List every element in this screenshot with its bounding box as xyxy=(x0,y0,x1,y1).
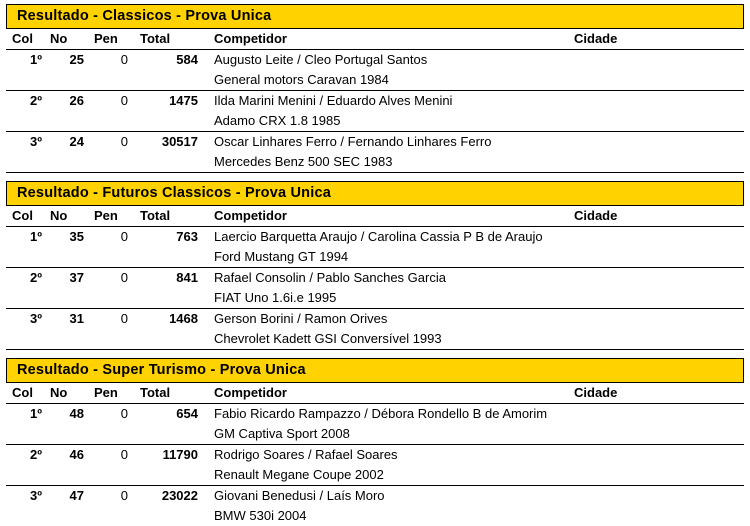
cell-competitor: Ilda Marini Menini / Eduardo Alves Menini xyxy=(208,91,574,112)
column-header-no: No xyxy=(48,206,92,227)
cell-number: 25 xyxy=(48,50,92,71)
cell-empty xyxy=(6,152,48,173)
cell-competitor: Oscar Linhares Ferro / Fernando Linhares Ferro xyxy=(208,132,574,153)
cell-empty xyxy=(92,329,136,350)
cell-position: 3º xyxy=(6,309,48,330)
column-header-total: Total xyxy=(136,29,208,50)
results-table xyxy=(6,206,744,350)
cell-empty xyxy=(574,424,744,445)
cell-competitor: Gerson Borini / Ramon Orives xyxy=(208,309,574,330)
cell-empty xyxy=(92,465,136,486)
section-title: Resultado - Classicos - Prova Unica xyxy=(6,4,744,29)
cell-total: 841 xyxy=(136,268,208,289)
cell-car: Chevrolet Kadett GSI Conversível 1993 xyxy=(208,329,574,350)
column-header-cidade: Cidade xyxy=(574,383,744,404)
cell-empty xyxy=(574,329,744,350)
cell-penalty: 0 xyxy=(92,486,136,507)
cell-city xyxy=(574,227,744,248)
cell-empty xyxy=(92,288,136,309)
cell-empty xyxy=(92,506,136,526)
header-row xyxy=(6,383,744,404)
table-row xyxy=(6,309,744,330)
cell-empty xyxy=(6,70,48,91)
table-row-car xyxy=(6,152,744,173)
table-header xyxy=(6,29,744,50)
cell-empty xyxy=(136,288,208,309)
cell-empty xyxy=(136,424,208,445)
cell-city xyxy=(574,91,744,112)
cell-total: 654 xyxy=(136,404,208,425)
cell-penalty: 0 xyxy=(92,404,136,425)
cell-penalty: 0 xyxy=(92,50,136,71)
cell-empty xyxy=(136,111,208,132)
cell-empty xyxy=(48,152,92,173)
column-header-competidor: Competidor xyxy=(208,206,574,227)
cell-city xyxy=(574,486,744,507)
column-header-competidor: Competidor xyxy=(208,29,574,50)
cell-empty xyxy=(574,111,744,132)
cell-car: FIAT Uno 1.6i.e 1995 xyxy=(208,288,574,309)
cell-penalty: 0 xyxy=(92,91,136,112)
cell-car: Renault Megane Coupe 2002 xyxy=(208,465,574,486)
cell-total: 584 xyxy=(136,50,208,71)
cell-empty xyxy=(136,70,208,91)
cell-car: Mercedes Benz 500 SEC 1983 xyxy=(208,152,574,173)
cell-total: 1468 xyxy=(136,309,208,330)
table-row xyxy=(6,91,744,112)
cell-penalty: 0 xyxy=(92,132,136,153)
cell-competitor: Augusto Leite / Cleo Portugal Santos xyxy=(208,50,574,71)
cell-total: 11790 xyxy=(136,445,208,466)
cell-city xyxy=(574,309,744,330)
table-row xyxy=(6,227,744,248)
column-header-col: Col xyxy=(6,383,48,404)
cell-empty xyxy=(48,247,92,268)
cell-competitor: Giovani Benedusi / Laís Moro xyxy=(208,486,574,507)
cell-empty xyxy=(48,465,92,486)
cell-number: 46 xyxy=(48,445,92,466)
cell-empty xyxy=(48,288,92,309)
table-row-car xyxy=(6,288,744,309)
table-row-car xyxy=(6,70,744,91)
table-row-car xyxy=(6,465,744,486)
column-header-col: Col xyxy=(6,29,48,50)
cell-empty xyxy=(6,111,48,132)
column-header-cidade: Cidade xyxy=(574,29,744,50)
cell-car: General motors Caravan 1984 xyxy=(208,70,574,91)
cell-empty xyxy=(92,152,136,173)
cell-empty xyxy=(92,424,136,445)
column-header-pen: Pen xyxy=(92,206,136,227)
cell-car: GM Captiva Sport 2008 xyxy=(208,424,574,445)
cell-city xyxy=(574,404,744,425)
cell-position: 3º xyxy=(6,486,48,507)
column-header-cidade: Cidade xyxy=(574,206,744,227)
cell-total: 1475 xyxy=(136,91,208,112)
results-table xyxy=(6,29,744,173)
cell-competitor: Rodrigo Soares / Rafael Soares xyxy=(208,445,574,466)
cell-number: 48 xyxy=(48,404,92,425)
cell-number: 26 xyxy=(48,91,92,112)
table-row xyxy=(6,50,744,71)
result-section xyxy=(6,4,744,173)
cell-position: 2º xyxy=(6,445,48,466)
cell-total: 23022 xyxy=(136,486,208,507)
cell-penalty: 0 xyxy=(92,445,136,466)
cell-car: Ford Mustang GT 1994 xyxy=(208,247,574,268)
cell-empty xyxy=(48,506,92,526)
cell-position: 1º xyxy=(6,404,48,425)
cell-empty xyxy=(6,465,48,486)
column-header-total: Total xyxy=(136,383,208,404)
cell-position: 3º xyxy=(6,132,48,153)
cell-empty xyxy=(92,70,136,91)
cell-empty xyxy=(136,247,208,268)
table-body xyxy=(6,404,744,526)
cell-empty xyxy=(6,424,48,445)
cell-car: BMW 530i 2004 xyxy=(208,506,574,526)
result-section xyxy=(6,358,744,526)
cell-empty xyxy=(574,465,744,486)
column-header-competidor: Competidor xyxy=(208,383,574,404)
cell-position: 2º xyxy=(6,268,48,289)
cell-empty xyxy=(6,247,48,268)
column-header-total: Total xyxy=(136,206,208,227)
cell-city xyxy=(574,268,744,289)
cell-empty xyxy=(574,70,744,91)
cell-total: 30517 xyxy=(136,132,208,153)
cell-position: 1º xyxy=(6,50,48,71)
cell-empty xyxy=(136,506,208,526)
table-header xyxy=(6,383,744,404)
section-title: Resultado - Super Turismo - Prova Unica xyxy=(6,358,744,383)
column-header-col: Col xyxy=(6,206,48,227)
table-row-car xyxy=(6,506,744,526)
cell-penalty: 0 xyxy=(92,309,136,330)
cell-penalty: 0 xyxy=(92,268,136,289)
column-header-pen: Pen xyxy=(92,29,136,50)
cell-city xyxy=(574,50,744,71)
cell-number: 24 xyxy=(48,132,92,153)
cell-empty xyxy=(92,247,136,268)
table-row-car xyxy=(6,247,744,268)
cell-empty xyxy=(136,465,208,486)
cell-empty xyxy=(6,506,48,526)
cell-number: 35 xyxy=(48,227,92,248)
cell-empty xyxy=(48,329,92,350)
cell-position: 2º xyxy=(6,91,48,112)
table-row xyxy=(6,268,744,289)
column-header-no: No xyxy=(48,29,92,50)
cell-position: 1º xyxy=(6,227,48,248)
cell-empty xyxy=(6,329,48,350)
cell-empty xyxy=(136,152,208,173)
column-header-pen: Pen xyxy=(92,383,136,404)
section-title: Resultado - Futuros Classicos - Prova Unica xyxy=(6,181,744,206)
cell-city xyxy=(574,445,744,466)
header-row xyxy=(6,206,744,227)
result-section xyxy=(6,181,744,350)
table-row-car xyxy=(6,424,744,445)
cell-number: 31 xyxy=(48,309,92,330)
cell-empty xyxy=(6,288,48,309)
header-row xyxy=(6,29,744,50)
cell-total: 763 xyxy=(136,227,208,248)
cell-empty xyxy=(574,506,744,526)
cell-empty xyxy=(574,152,744,173)
cell-empty xyxy=(48,70,92,91)
table-row-car xyxy=(6,111,744,132)
table-row xyxy=(6,486,744,507)
cell-number: 47 xyxy=(48,486,92,507)
table-body xyxy=(6,50,744,173)
cell-competitor: Laercio Barquetta Araujo / Carolina Cassia P B de Araujo xyxy=(208,227,574,248)
table-header xyxy=(6,206,744,227)
cell-empty xyxy=(92,111,136,132)
table-row xyxy=(6,404,744,425)
table-row xyxy=(6,132,744,153)
cell-number: 37 xyxy=(48,268,92,289)
cell-empty xyxy=(48,424,92,445)
cell-competitor: Fabio Ricardo Rampazzo / Débora Rondello B de Amorim xyxy=(208,404,574,425)
cell-empty xyxy=(574,288,744,309)
results-table xyxy=(6,383,744,526)
table-row-car xyxy=(6,329,744,350)
cell-city xyxy=(574,132,744,153)
cell-penalty: 0 xyxy=(92,227,136,248)
cell-empty xyxy=(574,247,744,268)
cell-empty xyxy=(136,329,208,350)
table-body xyxy=(6,227,744,350)
cell-competitor: Rafael Consolin / Pablo Sanches Garcia xyxy=(208,268,574,289)
cell-empty xyxy=(48,111,92,132)
table-row xyxy=(6,445,744,466)
cell-car: Adamo CRX 1.8 1985 xyxy=(208,111,574,132)
column-header-no: No xyxy=(48,383,92,404)
